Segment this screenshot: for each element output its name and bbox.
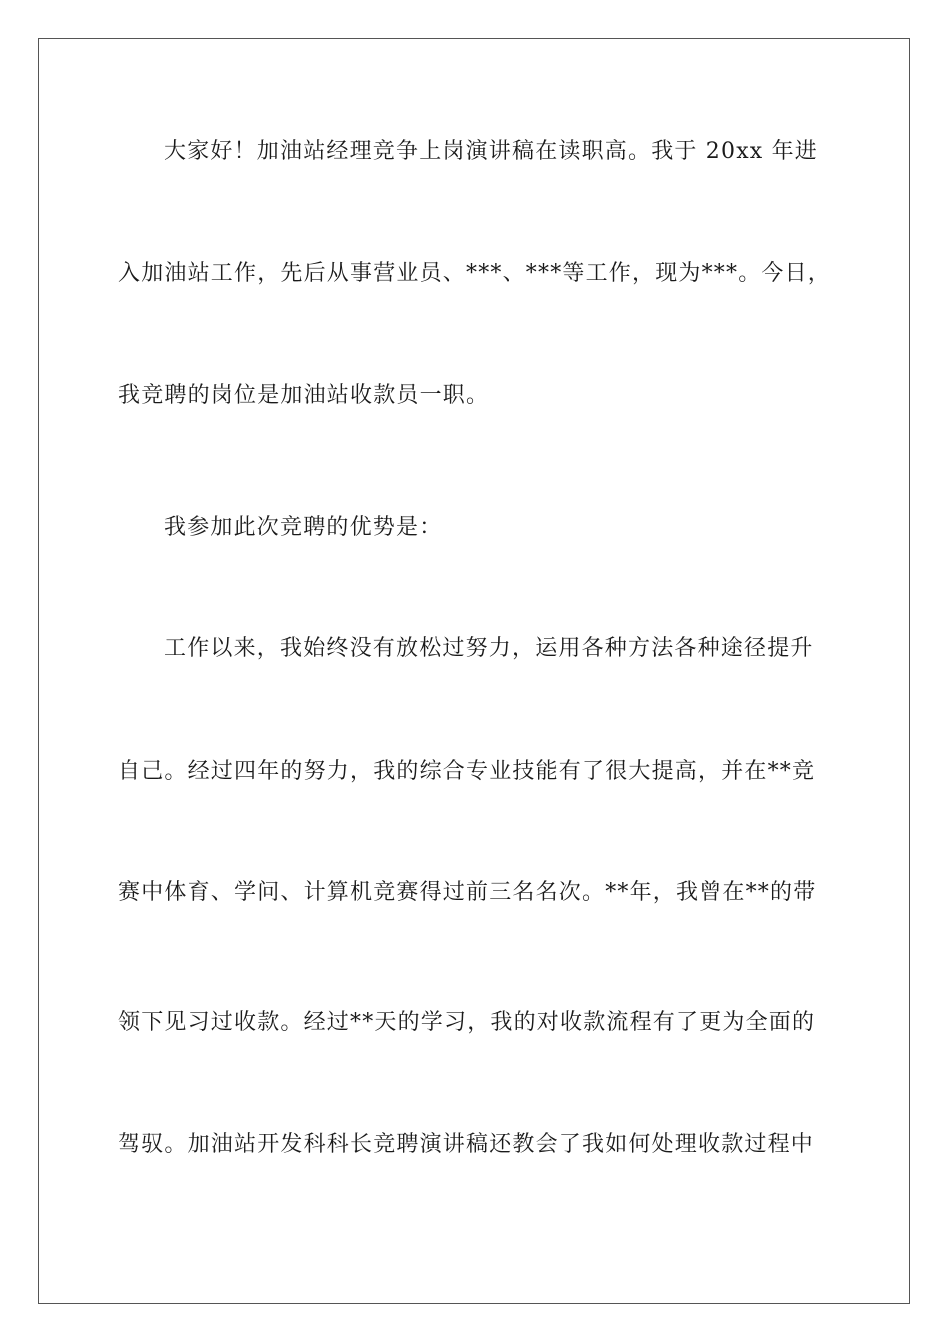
paragraph-line: 工作以来，我始终没有放松过努力，运用各种方法各种途径提升: [164, 636, 814, 661]
paragraph-line: 入加油站工作，先后从事营业员、***、***等工作，现为***。今日，: [118, 261, 832, 286]
paragraph-line: 我竞聘的岗位是加油站收款员一职。: [118, 383, 490, 408]
paragraph-line: 领下见习过收款。经过**天的学习，我的对收款流程有了更为全面的: [118, 1010, 816, 1035]
paragraph-line: 驾驭。加油站开发科科长竞聘演讲稿还教会了我如何处理收款过程中: [118, 1132, 815, 1157]
paragraph-line: 自己。经过四年的努力，我的综合专业技能有了很大提高，并在**竞: [118, 759, 816, 784]
paragraph-line: 我参加此次竞聘的优势是：: [164, 515, 443, 540]
paragraph-line: 大家好！加油站经理竞争上岗演讲稿在读职高。我于 20xx 年进: [164, 139, 818, 164]
page-border: [38, 38, 910, 1304]
paragraph-line: 赛中体育、学问、计算机竞赛得过前三名名次。**年，我曾在**的带: [118, 880, 817, 905]
